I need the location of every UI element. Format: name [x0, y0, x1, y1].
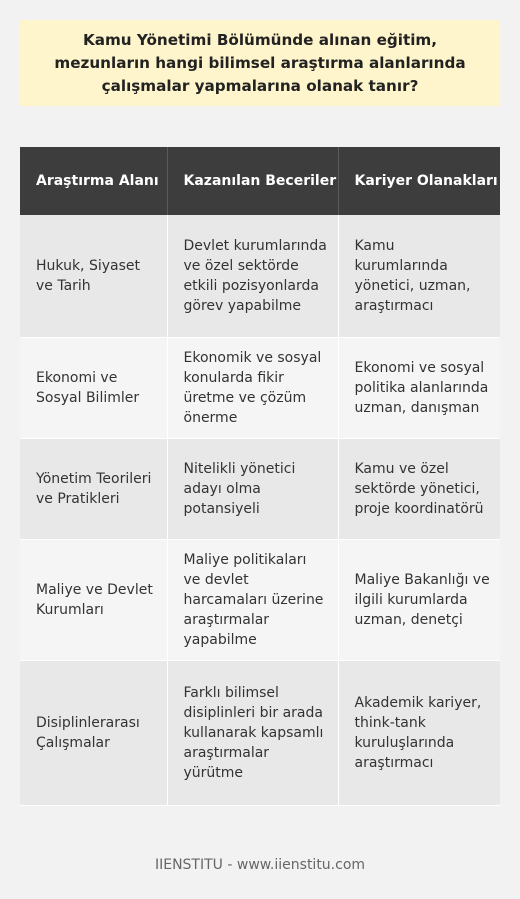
table-row — [20, 661, 500, 806]
table-cell: Ekonomik ve sosyal konularda fikir üretme ve çözüm önerme — [167, 338, 338, 439]
table-cell: Maliye Bakanlığı ve ilgili kurumlarda uzman, denetçi — [338, 540, 500, 661]
table-cell: Kamu ve özel sektörde yönetici, proje koordinatörü — [338, 439, 500, 540]
table-cell: Devlet kurumlarında ve özel sektörde etkili pozisyonlarda görev yapabilme — [167, 215, 338, 338]
table-cell: Farklı bilimsel disiplinleri bir arada kullanarak kapsamlı araştırmalar yürütme — [167, 661, 338, 806]
table-cell: Yönetim Teorileri ve Pratikleri — [20, 439, 167, 540]
table-cell: Nitelikli yönetici adayı olma potansiyeli — [167, 439, 338, 540]
table-cell: Kamu kurumlarında yönetici, uzman, araştırmacı — [338, 215, 500, 338]
data-table — [20, 147, 500, 806]
table-cell: Hukuk, Siyaset ve Tarih — [20, 215, 167, 338]
table-row — [20, 338, 500, 439]
table-cell: Maliye politikaları ve devlet harcamaları üzerine araştırmalar yapabilme — [167, 540, 338, 661]
footer-credit: IIENSTITU - www.iienstitu.com — [154, 857, 366, 873]
table-cell: Ekonomi ve sosyal politika alanlarında uzman, danışman — [338, 338, 500, 439]
table-row — [20, 215, 500, 338]
table-row — [20, 439, 500, 540]
table-header-row — [20, 147, 500, 215]
column-header: Kazanılan Beceriler — [167, 147, 338, 215]
page-title: Kamu Yönetimi Bölümünde alınan eğitim, mezunların hangi bilimsel araştırma alanlarında çalışmalar yapmalarına olanak tanır? — [20, 20, 500, 106]
column-header: Kariyer Olanakları — [338, 147, 500, 215]
table-cell: Maliye ve Devlet Kurumları — [20, 540, 167, 661]
table-row — [20, 540, 500, 661]
table-cell: Disiplinlerarası Çalışmalar — [20, 661, 167, 806]
table-cell: Akademik kariyer, think-tank kuruluşlarında araştırmacı — [338, 661, 500, 806]
column-header: Araştırma Alanı — [20, 147, 167, 215]
table-cell: Ekonomi ve Sosyal Bilimler — [20, 338, 167, 439]
